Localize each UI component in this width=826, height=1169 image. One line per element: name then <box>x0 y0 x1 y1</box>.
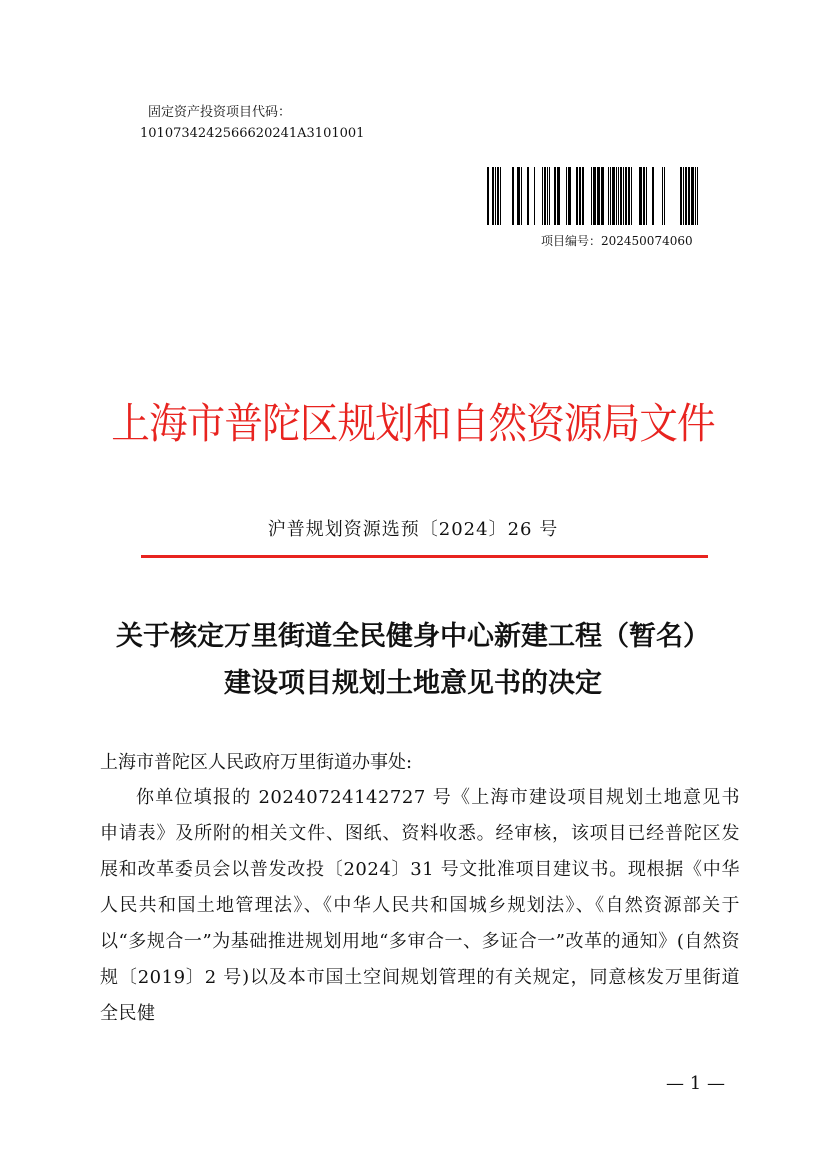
project-number: 项目编号：202450074060 <box>541 234 693 248</box>
body-paragraph: 你单位填报的 20240724142727 号《上海市建设项目规划土地意见书申请表》及所附的相关文件、图纸、资料收悉。经审核，该项目已经普陀区发展和改革委员会以普发改投〔2024〕31 号文批准项目建议书。现根据《中华人民共和国土地管理法》、《中华人民共和国城乡规划法》、《自然资源部关于以“多规合一”为基础推进规划用地“多审合一、多证合一”改革的通知》(自然资规〔2019〕2 号)以及本市国土空间规划管理的有关规定，同意核发万里街道全民健 <box>100 787 740 1024</box>
red-divider-line <box>141 555 708 558</box>
investment-code-label: 固定资产投资项目代码： <box>148 105 292 120</box>
issuing-authority-heading: 上海市普陀区规划和自然资源局文件 <box>111 399 715 448</box>
document-title-line-2: 建设项目规划土地意见书的决定 <box>224 668 602 699</box>
page-number: — 1 — <box>666 1073 725 1094</box>
barcode <box>487 167 703 225</box>
salutation: 上海市普陀区人民政府万里街道办事处: <box>100 752 413 773</box>
document-number: 沪普规划资源选预〔2024〕26 号 <box>267 519 559 540</box>
document-title-line-1: 关于核定万里街道全民健身中心新建工程（暂名） <box>116 621 710 652</box>
document-body <box>100 746 740 1032</box>
investment-code-value: 1010734242566620241A3101001 <box>140 126 365 141</box>
